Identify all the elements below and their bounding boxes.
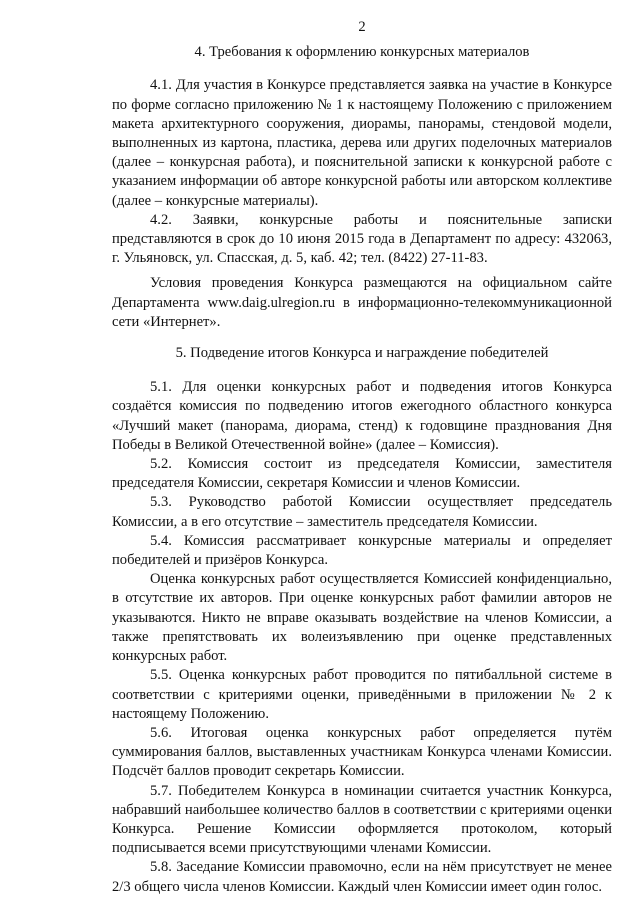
paragraph-conditions: Условия проведения Конкурса размещаются на официальном сайте Департамента www.daig.ulregion.ru в информационно-телекоммуникационной сети «Интернет».: [112, 275, 612, 330]
paragraph-4-2: 4.2. Заявки, конкурсные работы и пояснительные записки представляются в срок до 10 июня 2015 года в Департамент по адресу: 432063, г. Ульяновск, ул. Спасская, д. 5, каб. 42; тел. (8422) 27-11-83.: [112, 211, 612, 267]
section-title-5: 5. Подведение итогов Конкурса и награждение победителей: [175, 345, 549, 362]
page-number: 2: [358, 19, 366, 35]
paragraph-5-1: 5.1. Для оценки конкурсных работ и подведения итогов Конкурса создаётся комиссия по подведению итогов ежегодного областного конкурса «Лучший макет (панорама, диорама, стенд) к годовщине празднования Дня Победы в Великой Отечественной войне» (далее – Комиссия).: [112, 379, 612, 453]
paragraph-evaluation: Оценка конкурсных работ осуществляется Комиссией конфиденциально, в отсутствие их авторов. При оценке конкурсных работ фамилии авторов не указываются. Никто не вправе оказывать воздействие на членов Комиссии, а также препятствовать их волеизъявлению при оценке представленных конкурсных работ.: [112, 571, 612, 665]
paragraph-5-4: 5.4. Комиссия рассматривает конкурсные материалы и определяет победителей и призёров Конкурса.: [112, 532, 612, 569]
paragraph-5-6: 5.6. Итоговая оценка конкурсных работ определяется путём суммирования баллов, выставленных участникам Конкурса членами Комиссии. Подсчёт баллов проводит секретарь Комиссии.: [112, 724, 612, 780]
paragraph-5-7: 5.7. Победителем Конкурса в номинации считается участник Конкурса, набравший наибольшее количество баллов в соответствии с критериями оценки Конкурса. Решение Комиссии оформляется протоколом, который подписывается всеми присутствующими членами Комиссии.: [112, 782, 612, 857]
paragraph-4-1: 4.1. Для участия в Конкурсе представляется заявка на участие в Конкурсе по форме согласно приложению № 1 к настоящему Положению с приложением макета архитектурного сооружения, диорамы, панорамы, стендовой модели, выполненных из картона, пластика, дерева или других поделочных материалов (далее – конкурсная работа), и пояснительной записки к конкурсной работе с указанием информации об авторе конкурсной работы или авторском коллективе (далее – конкурсные материалы).: [112, 77, 612, 209]
paragraph-5-3: 5.3. Руководство работой Комиссии осуществляет председатель Комиссии, а в его отсутствие – заместитель председателя Комиссии.: [112, 494, 612, 530]
paragraph-5-2: 5.2. Комиссия состоит из председателя Комиссии, заместителя председателя Комиссии, секретаря Комиссии и членов Комиссии.: [112, 456, 612, 492]
section-title-4: 4. Требования к оформлению конкурсных материалов: [194, 44, 530, 61]
paragraph-5-5: 5.5. Оценка конкурсных работ проводится по пятибалльной системе в соответствии с критериями оценки, приведёнными в приложении № 2 к настоящему Положению.: [112, 667, 612, 722]
paragraph-5-8: 5.8. Заседание Комиссии правомочно, если на нём присутствует не менее 2/3 общего числа членов Комиссии. Каждый член Комиссии имеет один голос.: [112, 859, 612, 895]
